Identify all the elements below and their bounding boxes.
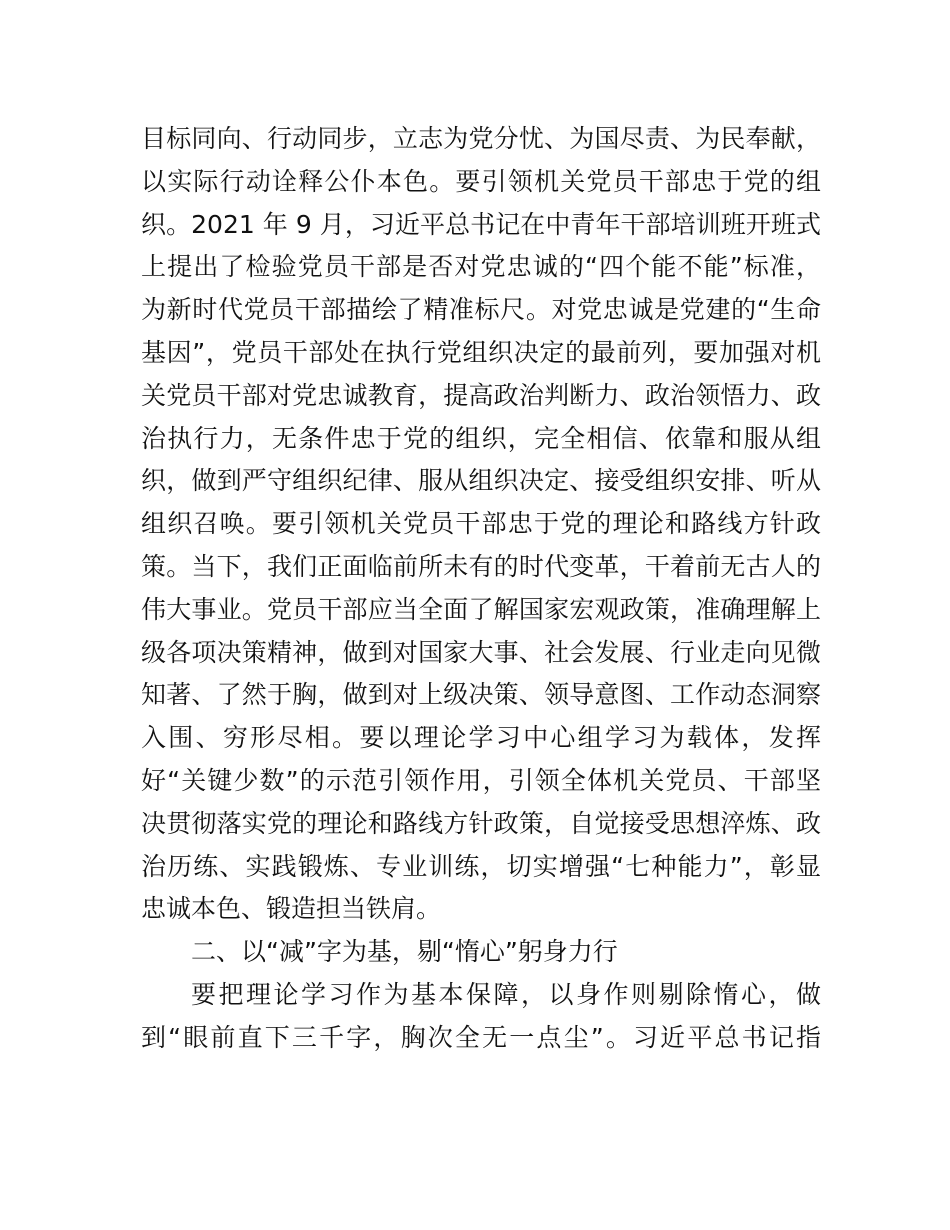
paragraph-line: 目标同向、行动同步，立志为党分忧、为国尽责、为民奉献， — [141, 124, 821, 153]
paragraph-line: 策。当下，我们正面临前所未有的时代变革，干着前无古人的 — [141, 551, 821, 581]
paragraph-line: 入围、穷形尽相。要以理论学习中心组学习为载体，发挥 — [141, 723, 821, 753]
paragraph-2 — [141, 974, 821, 1060]
paragraph-line: 忠诚本色、锻造担当铁肩。 — [141, 894, 442, 924]
paragraph-line: 组织召唤。要引领机关党员干部忠于党的理论和路线方针政 — [141, 509, 821, 539]
paragraph-1 — [141, 118, 821, 931]
paragraph-line: 知著、了然于胸，做到对上级决策、领导意图、工作动态洞察 — [141, 680, 821, 710]
paragraph-line: 治执行力，无条件忠于党的组织，完全相信、依靠和服从组 — [141, 423, 821, 453]
paragraph-line: 以实际行动诠释公仆本色。要引领机关党员干部忠于党的组 — [141, 166, 821, 196]
paragraph-line: 级各项决策精神，做到对国家大事、社会发展、行业走向见微 — [141, 637, 821, 667]
paragraph-line: 治历练、实践锻炼、专业训练，切实增强“七种能力”，彰显 — [141, 851, 821, 881]
paragraph-line: 决贯彻落实党的理论和路线方针政策，自觉接受思想淬炼、政 — [141, 808, 821, 838]
paragraph-line: 基因”，党员干部处在执行党组织决定的最前列，要加强对机 — [141, 337, 821, 367]
paragraph-line: 伟大事业。党员干部应当全面了解国家宏观政策，准确理解上 — [141, 594, 821, 624]
section-heading: 二、以“减”字为基，剔“惰心”躬身力行 — [191, 937, 618, 967]
paragraph-line: 好“关键少数”的示范引领作用，引领全体机关党员、干部坚 — [141, 765, 821, 795]
paragraph-line: 到“眼前直下三千字，胸次全无一点尘”。习近平总书记指 — [141, 1022, 821, 1052]
document-body — [141, 118, 821, 1060]
paragraph-line: 织，做到严守组织纪律、服从组织决定、接受组织安排、听从 — [141, 466, 821, 496]
paragraph-line: 关党员干部对党忠诚教育，提高政治判断力、政治领悟力、政 — [141, 380, 821, 410]
paragraph-line: 为新时代党员干部描绘了精准标尺。对党忠诚是党建的“生命 — [141, 295, 821, 325]
paragraph-line: 上提出了检验党员干部是否对党忠诚的“四个能不能”标准， — [141, 252, 821, 282]
paragraph-line: 要把理论学习作为基本保障，以身作则剔除惰心，做 — [191, 979, 821, 1009]
paragraph-line: 织。2021 年 9 月，习近平总书记在中青年干部培训班开班式 — [141, 209, 821, 239]
